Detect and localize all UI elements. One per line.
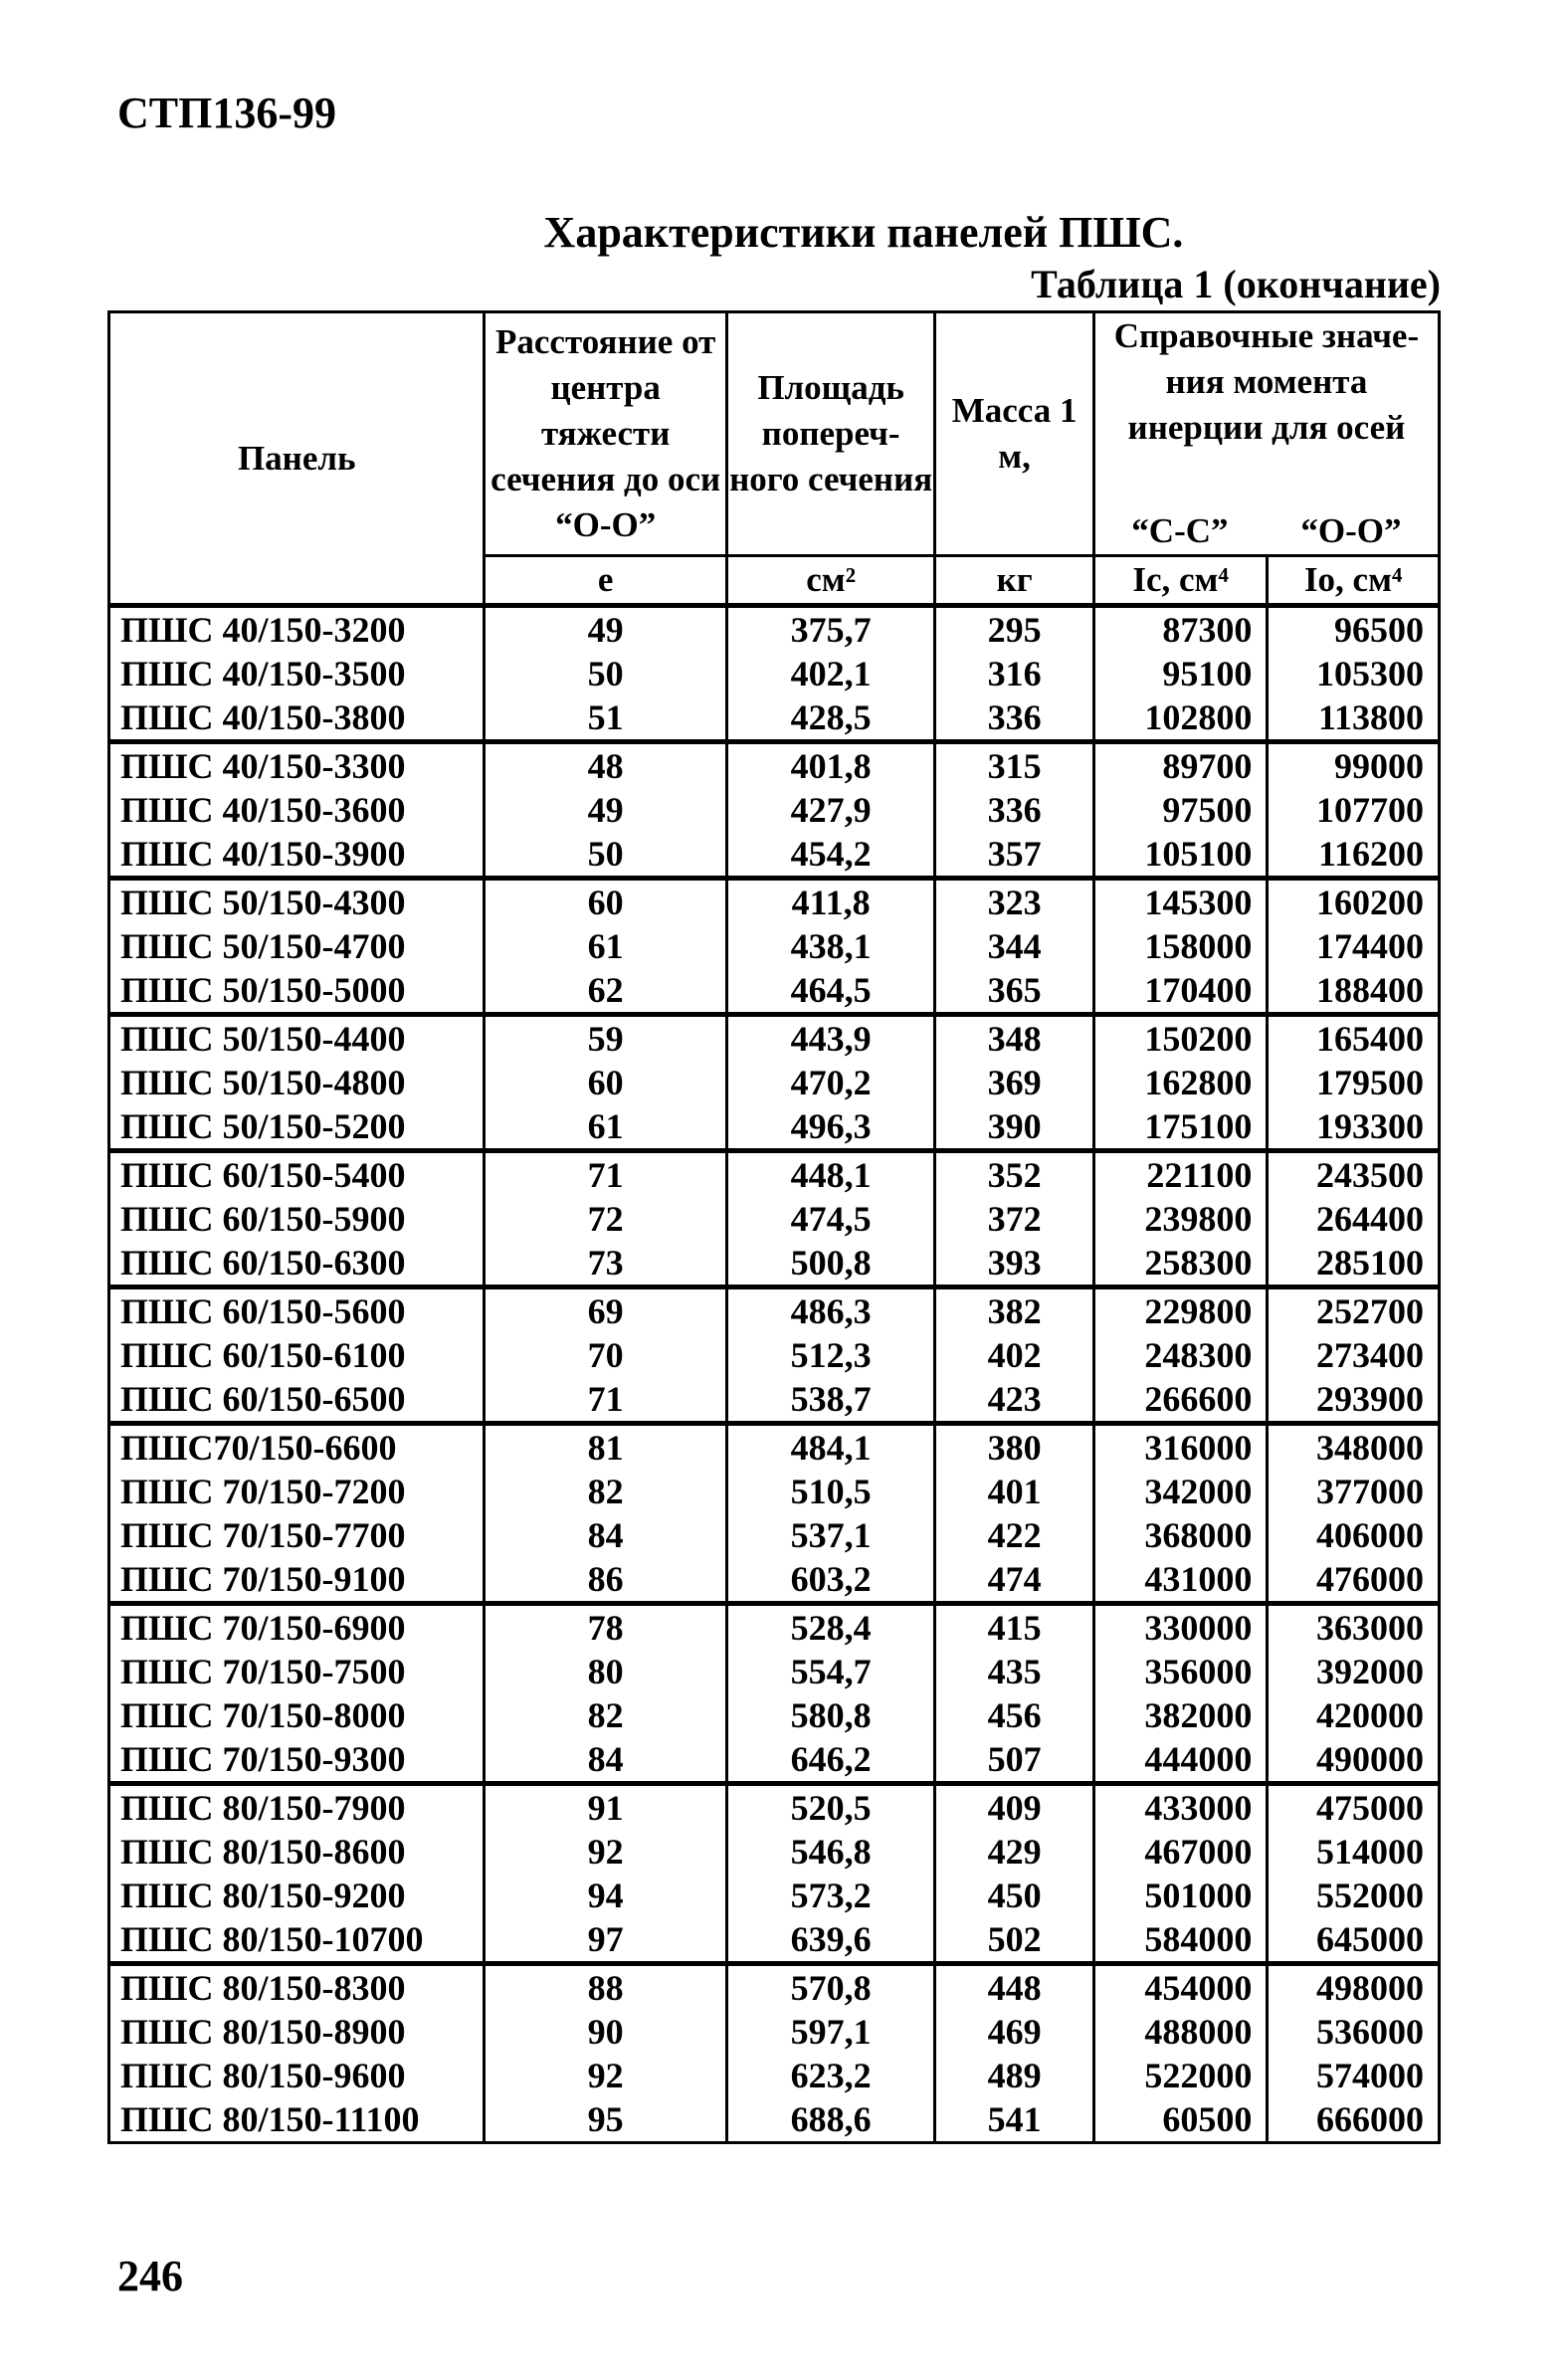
cell-mass: 315	[935, 742, 1093, 789]
cell-area: 411,8	[726, 879, 934, 925]
cell-mass: 344	[935, 924, 1093, 968]
table-row	[109, 1104, 1440, 1151]
cell-area: 573,2	[726, 1874, 934, 1917]
header-axis-c: “С-С”	[1131, 511, 1229, 550]
cell-area: 603,2	[726, 1557, 934, 1604]
unit-io: Iо, см⁴	[1268, 556, 1440, 606]
cell-e: 51	[485, 695, 726, 742]
cell-area: 484,1	[726, 1424, 934, 1471]
cell-area: 454,2	[726, 832, 934, 879]
cell-area: 597,1	[726, 2010, 934, 2054]
cell-e: 50	[485, 832, 726, 879]
cell-e: 71	[485, 1151, 726, 1198]
cell-area: 510,5	[726, 1470, 934, 1513]
cell-mass: 502	[935, 1917, 1093, 1964]
cell-io: 105300	[1268, 652, 1440, 695]
cell-panel: ПШС 50/150-5000	[109, 968, 485, 1015]
cell-io: 348000	[1268, 1424, 1440, 1471]
cell-area: 402,1	[726, 652, 934, 695]
cell-io: 264400	[1268, 1197, 1440, 1241]
cell-area: 537,1	[726, 1513, 934, 1557]
cell-ic: 356000	[1093, 1650, 1268, 1693]
table-row	[109, 1693, 1440, 1737]
cell-io: 107700	[1268, 788, 1440, 832]
table-row	[109, 1874, 1440, 1917]
cell-ic: 162800	[1093, 1061, 1268, 1104]
header-panel: Панель	[109, 312, 485, 606]
cell-io: 188400	[1268, 968, 1440, 1015]
cell-panel: ПШС 60/150-6100	[109, 1333, 485, 1377]
cell-area: 688,6	[726, 2097, 934, 2143]
cell-ic: 316000	[1093, 1424, 1268, 1471]
table-row	[109, 1015, 1440, 1062]
cell-area: 520,5	[726, 1784, 934, 1831]
cell-io: 285100	[1268, 1241, 1440, 1287]
cell-area: 496,3	[726, 1104, 934, 1151]
cell-panel: ПШС 70/150-8000	[109, 1693, 485, 1737]
header-mass: Масса 1 м,	[935, 312, 1093, 556]
table-row	[109, 606, 1440, 653]
cell-e: 59	[485, 1015, 726, 1062]
cell-panel: ПШС 60/150-5400	[109, 1151, 485, 1198]
cell-ic: 229800	[1093, 1287, 1268, 1334]
cell-panel: ПШС 50/150-4300	[109, 879, 485, 925]
cell-e: 60	[485, 879, 726, 925]
table-row	[109, 742, 1440, 789]
table-row	[109, 1061, 1440, 1104]
cell-mass: 423	[935, 1377, 1093, 1424]
cell-mass: 382	[935, 1287, 1093, 1334]
cell-io: 243500	[1268, 1151, 1440, 1198]
header-area: Площадь попереч-ного сечения	[726, 312, 934, 556]
cell-area: 474,5	[726, 1197, 934, 1241]
cell-area: 512,3	[726, 1333, 934, 1377]
header-inertia	[1093, 312, 1439, 556]
cell-panel: ПШС 70/150-7500	[109, 1650, 485, 1693]
cell-area: 554,7	[726, 1650, 934, 1693]
cell-mass: 357	[935, 832, 1093, 879]
cell-mass: 390	[935, 1104, 1093, 1151]
cell-panel: ПШС 50/150-5200	[109, 1104, 485, 1151]
panel-characteristics-table	[107, 310, 1441, 2144]
cell-e: 49	[485, 788, 726, 832]
cell-io: 116200	[1268, 832, 1440, 879]
table-subtitle: Таблица 1 (окончание)	[1031, 262, 1441, 306]
cell-area: 486,3	[726, 1287, 934, 1334]
cell-ic: 431000	[1093, 1557, 1268, 1604]
cell-io: 377000	[1268, 1470, 1440, 1513]
cell-mass: 348	[935, 1015, 1093, 1062]
cell-ic: 266600	[1093, 1377, 1268, 1424]
cell-e: 91	[485, 1784, 726, 1831]
cell-mass: 372	[935, 1197, 1093, 1241]
table-row	[109, 1513, 1440, 1557]
unit-area: см²	[726, 556, 934, 606]
cell-io: 193300	[1268, 1104, 1440, 1151]
table-row	[109, 1650, 1440, 1693]
table-row	[109, 1241, 1440, 1287]
cell-ic: 239800	[1093, 1197, 1268, 1241]
cell-mass: 401	[935, 1470, 1093, 1513]
table-row	[109, 2097, 1440, 2143]
page-number: 246	[117, 2252, 183, 2300]
table-row	[109, 2010, 1440, 2054]
cell-io: 273400	[1268, 1333, 1440, 1377]
cell-io: 252700	[1268, 1287, 1440, 1334]
cell-panel: ПШС 70/150-9100	[109, 1557, 485, 1604]
cell-e: 92	[485, 2054, 726, 2097]
cell-mass: 393	[935, 1241, 1093, 1287]
cell-io: 174400	[1268, 924, 1440, 968]
cell-ic: 97500	[1093, 788, 1268, 832]
cell-panel: ПШС 60/150-6500	[109, 1377, 485, 1424]
cell-panel: ПШС 70/150-7700	[109, 1513, 485, 1557]
cell-io: 536000	[1268, 2010, 1440, 2054]
table-row	[109, 1470, 1440, 1513]
cell-ic: 501000	[1093, 1874, 1268, 1917]
table-row	[109, 1333, 1440, 1377]
table-row	[109, 1830, 1440, 1874]
cell-mass: 402	[935, 1333, 1093, 1377]
cell-area: 427,9	[726, 788, 934, 832]
cell-panel: ПШС 80/150-8900	[109, 2010, 485, 2054]
cell-ic: 467000	[1093, 1830, 1268, 1874]
cell-ic: 170400	[1093, 968, 1268, 1015]
cell-e: 94	[485, 1874, 726, 1917]
cell-e: 80	[485, 1650, 726, 1693]
cell-mass: 336	[935, 695, 1093, 742]
cell-ic: 342000	[1093, 1470, 1268, 1513]
unit-ic: Iс, см⁴	[1093, 556, 1268, 606]
cell-io: 160200	[1268, 879, 1440, 925]
cell-ic: 454000	[1093, 1964, 1268, 2011]
cell-area: 443,9	[726, 1015, 934, 1062]
table-row	[109, 2054, 1440, 2097]
cell-ic: 87300	[1093, 606, 1268, 653]
cell-io: 552000	[1268, 1874, 1440, 1917]
cell-e: 69	[485, 1287, 726, 1334]
cell-ic: 89700	[1093, 742, 1268, 789]
cell-e: 61	[485, 1104, 726, 1151]
cell-area: 438,1	[726, 924, 934, 968]
table-row	[109, 1917, 1440, 1964]
cell-io: 514000	[1268, 1830, 1440, 1874]
cell-area: 448,1	[726, 1151, 934, 1198]
cell-io: 179500	[1268, 1061, 1440, 1104]
cell-mass: 469	[935, 2010, 1093, 2054]
cell-e: 97	[485, 1917, 726, 1964]
cell-panel: ПШС 80/150-11100	[109, 2097, 485, 2143]
cell-area: 580,8	[726, 1693, 934, 1737]
table-body	[109, 606, 1440, 2143]
cell-io: 574000	[1268, 2054, 1440, 2097]
cell-e: 71	[485, 1377, 726, 1424]
cell-mass: 489	[935, 2054, 1093, 2097]
cell-panel: ПШС 80/150-9200	[109, 1874, 485, 1917]
cell-area: 570,8	[726, 1964, 934, 2011]
cell-e: 70	[485, 1333, 726, 1377]
cell-io: 490000	[1268, 1737, 1440, 1784]
cell-ic: 444000	[1093, 1737, 1268, 1784]
table-row	[109, 788, 1440, 832]
cell-mass: 435	[935, 1650, 1093, 1693]
unit-mass: кг	[935, 556, 1093, 606]
cell-e: 78	[485, 1604, 726, 1651]
cell-e: 95	[485, 2097, 726, 2143]
cell-ic: 105100	[1093, 832, 1268, 879]
cell-e: 49	[485, 606, 726, 653]
cell-area: 528,4	[726, 1604, 934, 1651]
table-row	[109, 1377, 1440, 1424]
table-row	[109, 1424, 1440, 1471]
cell-panel: ПШС 40/150-3900	[109, 832, 485, 879]
cell-ic: 330000	[1093, 1604, 1268, 1651]
cell-panel: ПШС 50/150-4700	[109, 924, 485, 968]
table-row	[109, 968, 1440, 1015]
cell-panel: ПШС 80/150-8600	[109, 1830, 485, 1874]
cell-mass: 415	[935, 1604, 1093, 1651]
cell-io: 406000	[1268, 1513, 1440, 1557]
table-row	[109, 1197, 1440, 1241]
cell-e: 62	[485, 968, 726, 1015]
cell-panel: ПШС 40/150-3800	[109, 695, 485, 742]
cell-ic: 102800	[1093, 695, 1268, 742]
cell-mass: 352	[935, 1151, 1093, 1198]
cell-mass: 456	[935, 1693, 1093, 1737]
cell-area: 546,8	[726, 1830, 934, 1874]
cell-io: 113800	[1268, 695, 1440, 742]
cell-mass: 541	[935, 2097, 1093, 2143]
cell-io: 293900	[1268, 1377, 1440, 1424]
cell-panel: ПШС 80/150-8300	[109, 1964, 485, 2011]
cell-e: 50	[485, 652, 726, 695]
cell-panel: ПШС 40/150-3200	[109, 606, 485, 653]
cell-ic: 382000	[1093, 1693, 1268, 1737]
cell-io: 363000	[1268, 1604, 1440, 1651]
cell-panel: ПШС 40/150-3500	[109, 652, 485, 695]
table-row	[109, 1604, 1440, 1651]
cell-io: 420000	[1268, 1693, 1440, 1737]
cell-panel: ПШС 80/150-9600	[109, 2054, 485, 2097]
cell-panel: ПШС 80/150-10700	[109, 1917, 485, 1964]
cell-io: 99000	[1268, 742, 1440, 789]
cell-io: 666000	[1268, 2097, 1440, 2143]
cell-ic: 150200	[1093, 1015, 1268, 1062]
cell-ic: 158000	[1093, 924, 1268, 968]
cell-mass: 474	[935, 1557, 1093, 1604]
cell-panel: ПШС 50/150-4800	[109, 1061, 485, 1104]
cell-mass: 409	[935, 1784, 1093, 1831]
cell-panel: ПШС 40/150-3300	[109, 742, 485, 789]
cell-ic: 95100	[1093, 652, 1268, 695]
cell-io: 498000	[1268, 1964, 1440, 2011]
table-row	[109, 1784, 1440, 1831]
table-row	[109, 1964, 1440, 2011]
cell-mass: 448	[935, 1964, 1093, 2011]
cell-ic: 488000	[1093, 2010, 1268, 2054]
cell-e: 61	[485, 924, 726, 968]
cell-io: 96500	[1268, 606, 1440, 653]
cell-mass: 507	[935, 1737, 1093, 1784]
header-e: Расстояние от центра тяжести сечения до оси “О-О”	[485, 312, 726, 556]
cell-ic: 175100	[1093, 1104, 1268, 1151]
cell-e: 60	[485, 1061, 726, 1104]
cell-panel: ПШС 80/150-7900	[109, 1784, 485, 1831]
cell-e: 88	[485, 1964, 726, 2011]
cell-mass: 450	[935, 1874, 1093, 1917]
table-title: Характеристики панелей ПШС.	[543, 208, 1184, 257]
cell-area: 646,2	[726, 1737, 934, 1784]
cell-e: 72	[485, 1197, 726, 1241]
unit-e: е	[485, 556, 726, 606]
cell-io: 475000	[1268, 1784, 1440, 1831]
cell-panel: ПШС70/150-6600	[109, 1424, 485, 1471]
cell-mass: 429	[935, 1830, 1093, 1874]
cell-e: 84	[485, 1513, 726, 1557]
table-row	[109, 695, 1440, 742]
cell-ic: 248300	[1093, 1333, 1268, 1377]
cell-e: 84	[485, 1737, 726, 1784]
cell-e: 73	[485, 1241, 726, 1287]
cell-ic: 145300	[1093, 879, 1268, 925]
cell-area: 375,7	[726, 606, 934, 653]
cell-mass: 369	[935, 1061, 1093, 1104]
cell-io: 392000	[1268, 1650, 1440, 1693]
header-axis-o: “О-О”	[1300, 511, 1402, 550]
cell-io: 645000	[1268, 1917, 1440, 1964]
cell-area: 464,5	[726, 968, 934, 1015]
cell-io: 165400	[1268, 1015, 1440, 1062]
cell-panel: ПШС 70/150-9300	[109, 1737, 485, 1784]
cell-e: 81	[485, 1424, 726, 1471]
header-inertia-desc: Справочные значе-ния момента инерции для осей	[1113, 316, 1420, 447]
cell-ic: 60500	[1093, 2097, 1268, 2143]
cell-ic: 584000	[1093, 1917, 1268, 1964]
cell-mass: 295	[935, 606, 1093, 653]
cell-e: 48	[485, 742, 726, 789]
cell-panel: ПШС 50/150-4400	[109, 1015, 485, 1062]
table-row	[109, 1737, 1440, 1784]
cell-mass: 336	[935, 788, 1093, 832]
cell-ic: 522000	[1093, 2054, 1268, 2097]
cell-ic: 258300	[1093, 1241, 1268, 1287]
cell-panel: ПШС 60/150-5900	[109, 1197, 485, 1241]
cell-panel: ПШС 60/150-5600	[109, 1287, 485, 1334]
cell-area: 538,7	[726, 1377, 934, 1424]
cell-e: 86	[485, 1557, 726, 1604]
cell-ic: 368000	[1093, 1513, 1268, 1557]
cell-panel: ПШС 60/150-6300	[109, 1241, 485, 1287]
table-row	[109, 832, 1440, 879]
cell-area: 639,6	[726, 1917, 934, 1964]
cell-panel: ПШС 40/150-3600	[109, 788, 485, 832]
cell-panel: ПШС 70/150-6900	[109, 1604, 485, 1651]
cell-area: 470,2	[726, 1061, 934, 1104]
cell-ic: 221100	[1093, 1151, 1268, 1198]
cell-e: 82	[485, 1470, 726, 1513]
cell-e: 90	[485, 2010, 726, 2054]
cell-e: 92	[485, 1830, 726, 1874]
cell-area: 401,8	[726, 742, 934, 789]
cell-area: 500,8	[726, 1241, 934, 1287]
cell-area: 623,2	[726, 2054, 934, 2097]
cell-ic: 433000	[1093, 1784, 1268, 1831]
document-code: СТП136-99	[117, 89, 336, 137]
cell-e: 82	[485, 1693, 726, 1737]
table-row	[109, 924, 1440, 968]
table-row	[109, 1287, 1440, 1334]
cell-panel: ПШС 70/150-7200	[109, 1470, 485, 1513]
cell-mass: 380	[935, 1424, 1093, 1471]
cell-io: 476000	[1268, 1557, 1440, 1604]
cell-mass: 316	[935, 652, 1093, 695]
cell-area: 428,5	[726, 695, 934, 742]
table-row	[109, 1557, 1440, 1604]
table-row	[109, 879, 1440, 925]
cell-mass: 323	[935, 879, 1093, 925]
table-row	[109, 652, 1440, 695]
cell-mass: 422	[935, 1513, 1093, 1557]
table-row	[109, 1151, 1440, 1198]
cell-mass: 365	[935, 968, 1093, 1015]
